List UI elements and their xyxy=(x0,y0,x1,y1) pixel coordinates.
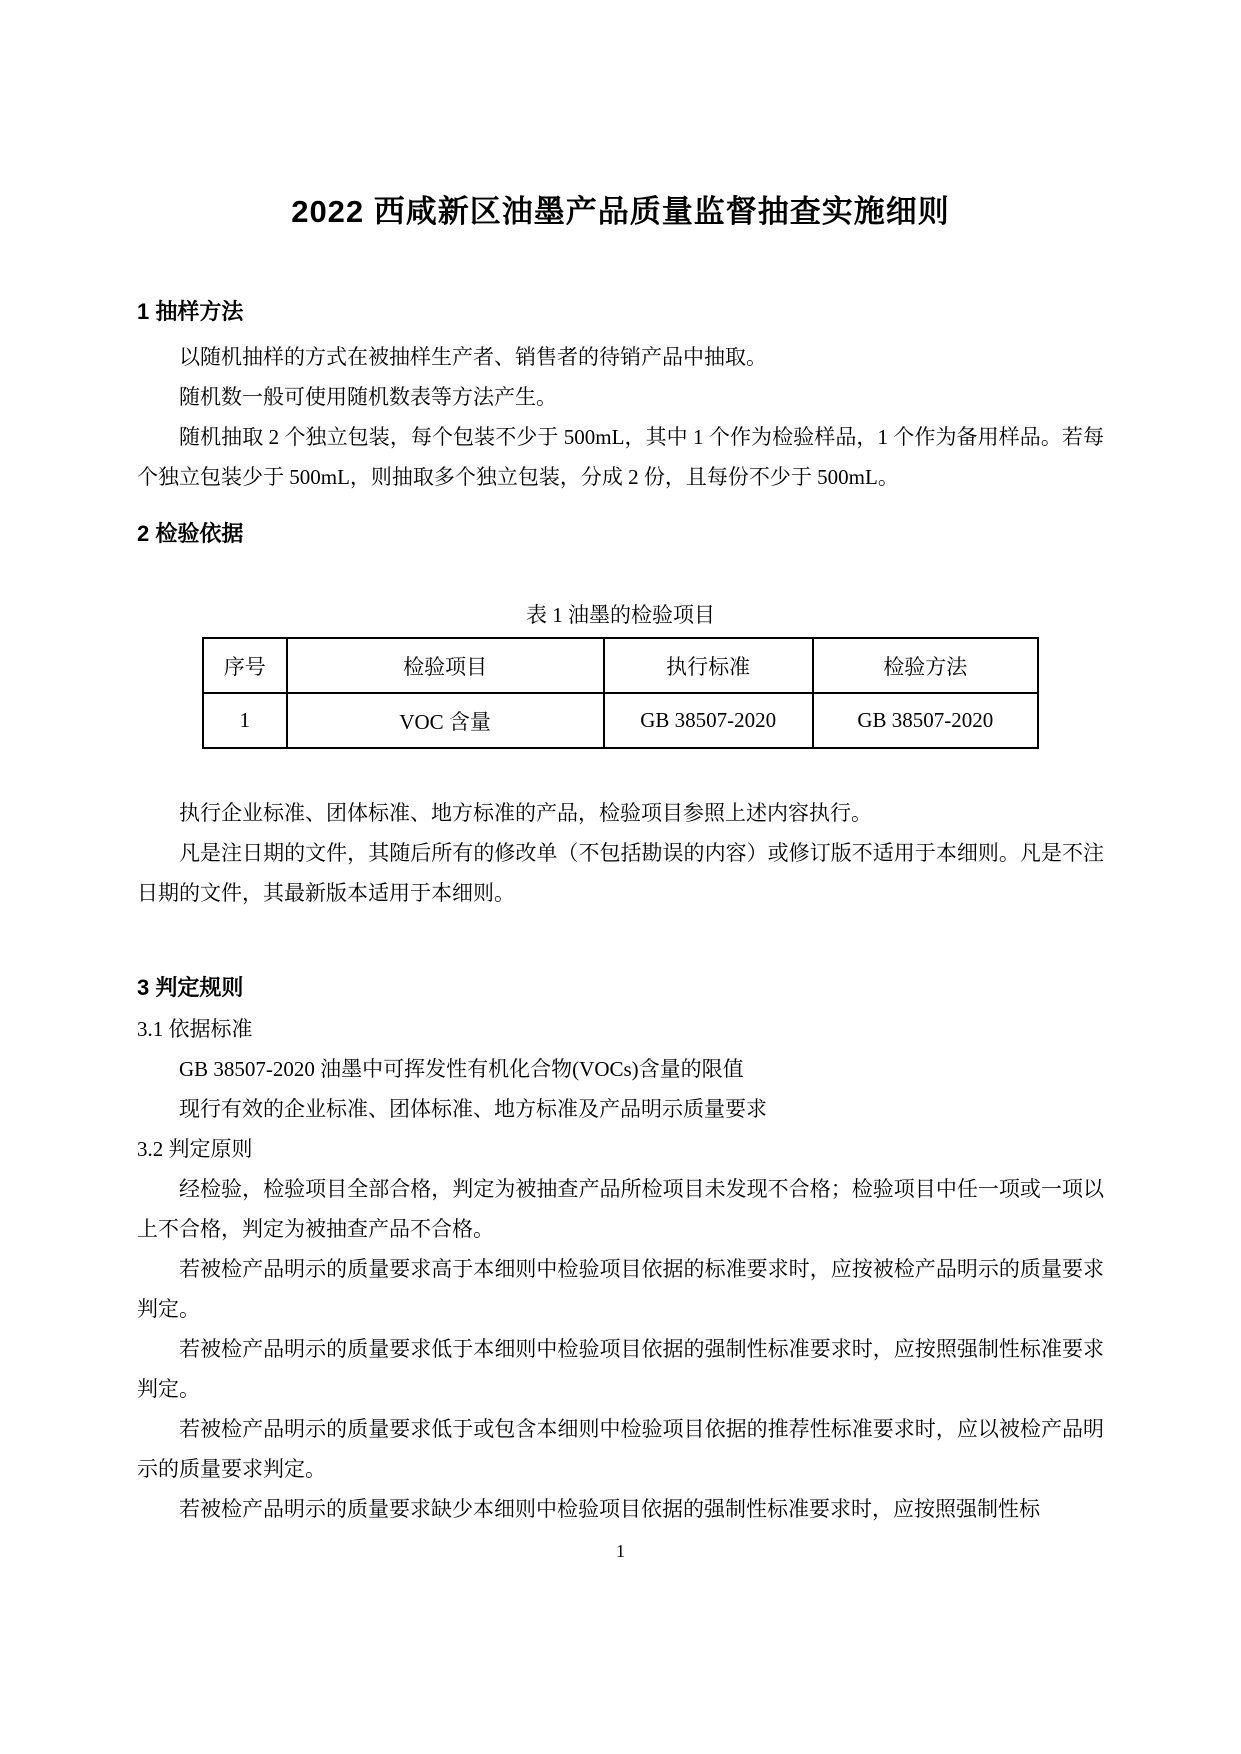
table-row xyxy=(203,693,1038,748)
header-cell-method: 检验方法 xyxy=(813,638,1038,693)
cell-standard: GB 38507-2020 xyxy=(604,693,813,748)
section-3-heading: 3 判定规则 xyxy=(137,975,244,1000)
section-1-heading: 1 抽样方法 xyxy=(137,299,244,324)
section-1-paragraph: 随机抽取 2 个独立包装，每个包装不少于 500mL，其中 1 个作为检验样品，1 个作为备用样品。若每个独立包装少于 500mL，则抽取多个独立包装，分成 2 份，且每份不少于 500mL。 xyxy=(137,425,1104,489)
header-cell-item: 检验项目 xyxy=(287,638,604,693)
section-3-2-heading: 3.2 判定原则 xyxy=(137,1137,253,1161)
document-title: 2022 西咸新区油墨产品质量监督抽查实施细则 xyxy=(291,194,950,229)
section-3-2-paragraph: 经检验，检验项目全部合格，判定为被抽查产品所检项目未发现不合格；检验项目中任一项或一项以上不合格，判定为被抽查产品不合格。 xyxy=(137,1177,1104,1241)
section-3-1-item: GB 38507-2020 油墨中可挥发性有机化合物(VOCs)含量的限值 xyxy=(179,1057,744,1081)
section-2-paragraph: 凡是注日期的文件，其随后所有的修改单（不包括勘误的内容）或修订版不适用于本细则。凡是不注日期的文件，其最新版本适用于本细则。 xyxy=(137,841,1104,905)
section-1-paragraph: 随机数一般可使用随机数表等方法产生。 xyxy=(179,385,557,409)
section-2-heading: 2 检验依据 xyxy=(137,521,244,546)
section-3-1-heading: 3.1 依据标准 xyxy=(137,1017,253,1041)
section-3-2-paragraph: 若被检产品明示的质量要求低于或包含本细则中检验项目依据的推荐性标准要求时，应以被检产品明示的质量要求判定。 xyxy=(137,1417,1104,1481)
cell-seq: 1 xyxy=(203,693,287,748)
section-3-2-paragraph: 若被检产品明示的质量要求低于本细则中检验项目依据的强制性标准要求时，应按照强制性标准要求判定。 xyxy=(137,1337,1104,1401)
section-1-paragraph: 以随机抽样的方式在被抽样生产者、销售者的待销产品中抽取。 xyxy=(179,345,767,369)
inspection-items-table xyxy=(202,637,1039,749)
table-header-row xyxy=(203,638,1038,693)
table-caption: 表 1 油墨的检验项目 xyxy=(526,603,715,627)
header-cell-seq: 序号 xyxy=(203,638,287,693)
cell-method: GB 38507-2020 xyxy=(813,693,1038,748)
section-2-paragraph: 执行企业标准、团体标准、地方标准的产品，检验项目参照上述内容执行。 xyxy=(179,801,872,825)
header-cell-standard: 执行标准 xyxy=(604,638,813,693)
section-3-2-paragraph: 若被检产品明示的质量要求缺少本细则中检验项目依据的强制性标准要求时，应按照强制性标 xyxy=(179,1497,1040,1521)
page-number: 1 xyxy=(616,1541,625,1561)
cell-item: VOC 含量 xyxy=(287,693,604,748)
section-3-2-paragraph: 若被检产品明示的质量要求高于本细则中检验项目依据的标准要求时，应按被检产品明示的质量要求判定。 xyxy=(137,1257,1104,1321)
section-3-1-item: 现行有效的企业标准、团体标准、地方标准及产品明示质量要求 xyxy=(179,1097,767,1121)
